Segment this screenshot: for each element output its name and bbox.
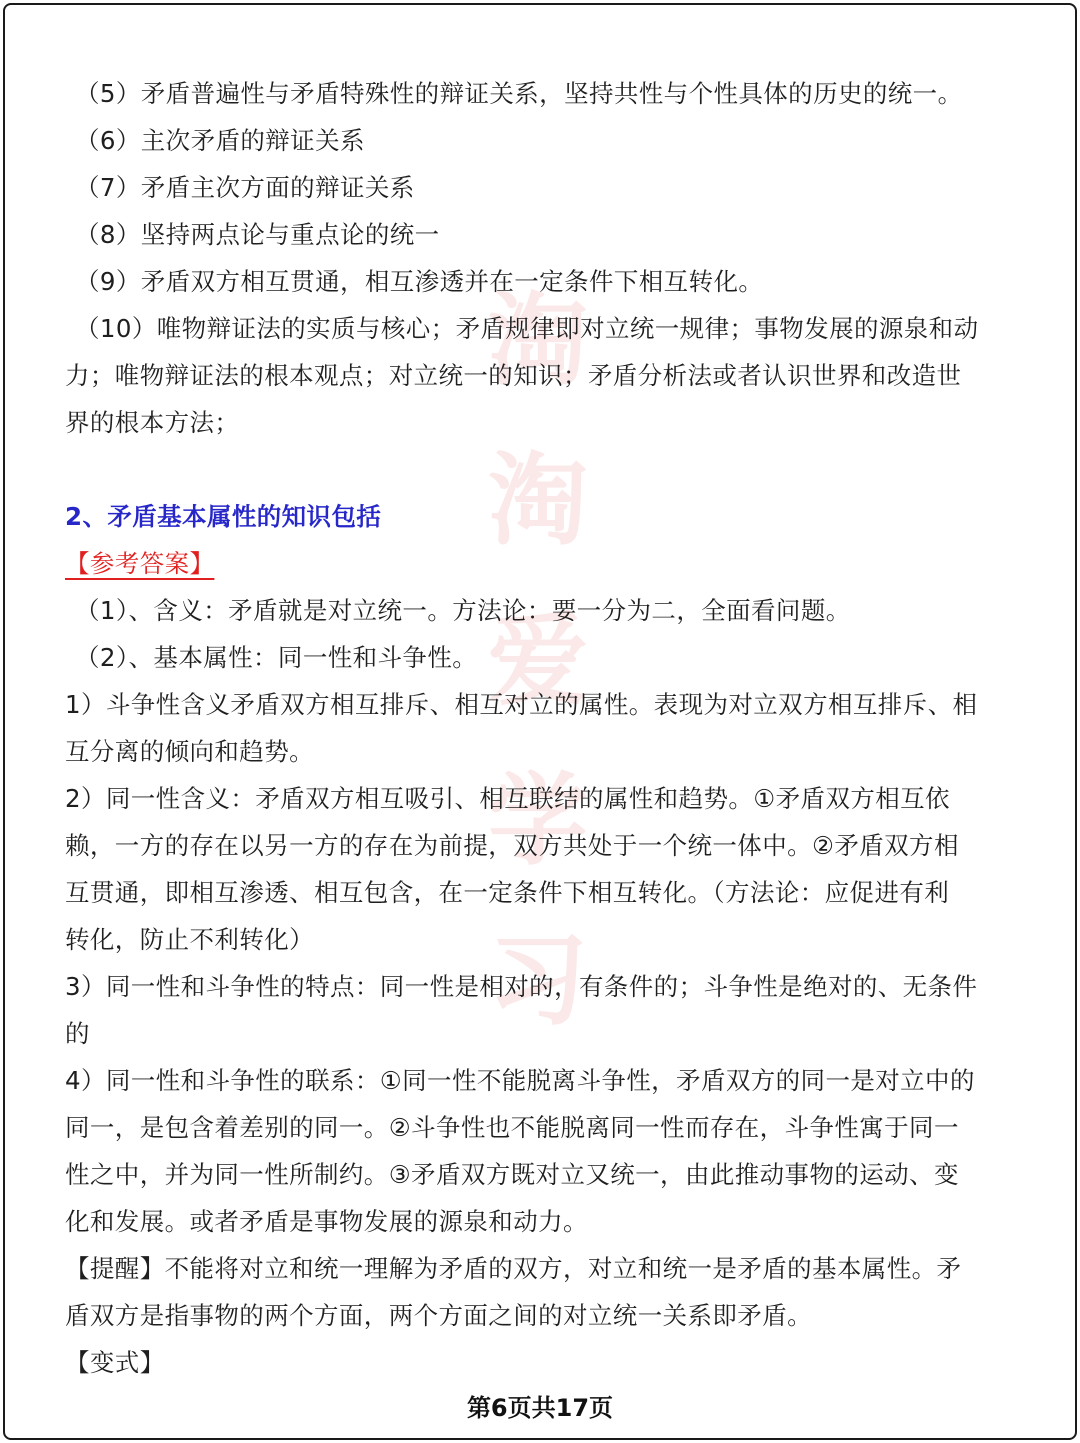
text-line: 4）同一性和斗争性的联系：①同一性不能脱离斗争性，矛盾双方的同一是对立中的 — [65, 1066, 975, 1095]
section-heading: 2、矛盾基本属性的知识包括 — [65, 502, 382, 531]
document-page — [3, 3, 1077, 1440]
text-line: （6）主次矛盾的辩证关系 — [75, 126, 365, 155]
text-line: 2）同一性含义：矛盾双方相互吸引、相互联结的属性和趋势。①矛盾双方相互依 — [65, 784, 950, 813]
text-line: 同一，是包含着差别的同一。②斗争性也不能脱离同一性而存在，斗争性寓于同一 — [65, 1113, 959, 1142]
text-line: 互分离的倾向和趋势。 — [65, 737, 314, 766]
text-line: （8）坚持两点论与重点论的统一 — [75, 220, 440, 249]
text-line: 1）斗争性含义矛盾双方相互排斥、相互对立的属性。表现为对立双方相互排斥、相 — [65, 690, 978, 719]
text-line: 【提醒】不能将对立和统一理解为矛盾的双方，对立和统一是矛盾的基本属性。矛 — [65, 1254, 962, 1283]
watermark: 淘 淘 爱 学 习 — [488, 281, 588, 1039]
text-line: （1）、含义：矛盾就是对立统一。方法论：要一分为二，全面看问题。 — [75, 596, 851, 625]
answer-label: 【参考答案】 — [65, 549, 215, 578]
text-line: （2）、基本属性：同一性和斗争性。 — [75, 643, 478, 672]
text-line: （9）矛盾双方相互贯通，相互渗透并在一定条件下相互转化。 — [75, 267, 764, 296]
text-line: 性之中，并为同一性所制约。③矛盾双方既对立又统一，由此推动事物的运动、变 — [65, 1160, 959, 1189]
text-line: 的 — [65, 1019, 90, 1048]
text-line: 力；唯物辩证法的根本观点；对立统一的知识；矛盾分析法或者认识世界和改造世 — [65, 361, 962, 390]
text-line: 赖，一方的存在以另一方的存在为前提，双方共处于一个统一体中。②矛盾双方相 — [65, 831, 959, 860]
page-number: 第6页共17页 — [466, 1394, 614, 1422]
text-line: 转化，防止不利转化） — [65, 925, 314, 954]
text-line: 【变式】 — [65, 1348, 165, 1377]
text-line: 化和发展。或者矛盾是事物发展的源泉和动力。 — [65, 1207, 588, 1236]
text-line: （5）矛盾普遍性与矛盾特殊性的辩证关系，坚持共性与个性具体的历史的统一。 — [75, 79, 963, 108]
text-line: 3）同一性和斗争性的特点：同一性是相对的，有条件的；斗争性是绝对的、无条件 — [65, 972, 978, 1001]
text-line: 界的根本方法； — [65, 408, 240, 437]
text-line: （7）矛盾主次方面的辩证关系 — [75, 173, 415, 202]
text-line: 互贯通，即相互渗透、相互包含，在一定条件下相互转化。（方法论：应促进有利 — [65, 878, 950, 907]
text-line: （10）唯物辩证法的实质与核心；矛盾规律即对立统一规律；事物发展的源泉和动 — [75, 314, 979, 343]
text-line: 盾双方是指事物的两个方面，两个方面之间的对立统一关系即矛盾。 — [65, 1301, 812, 1330]
